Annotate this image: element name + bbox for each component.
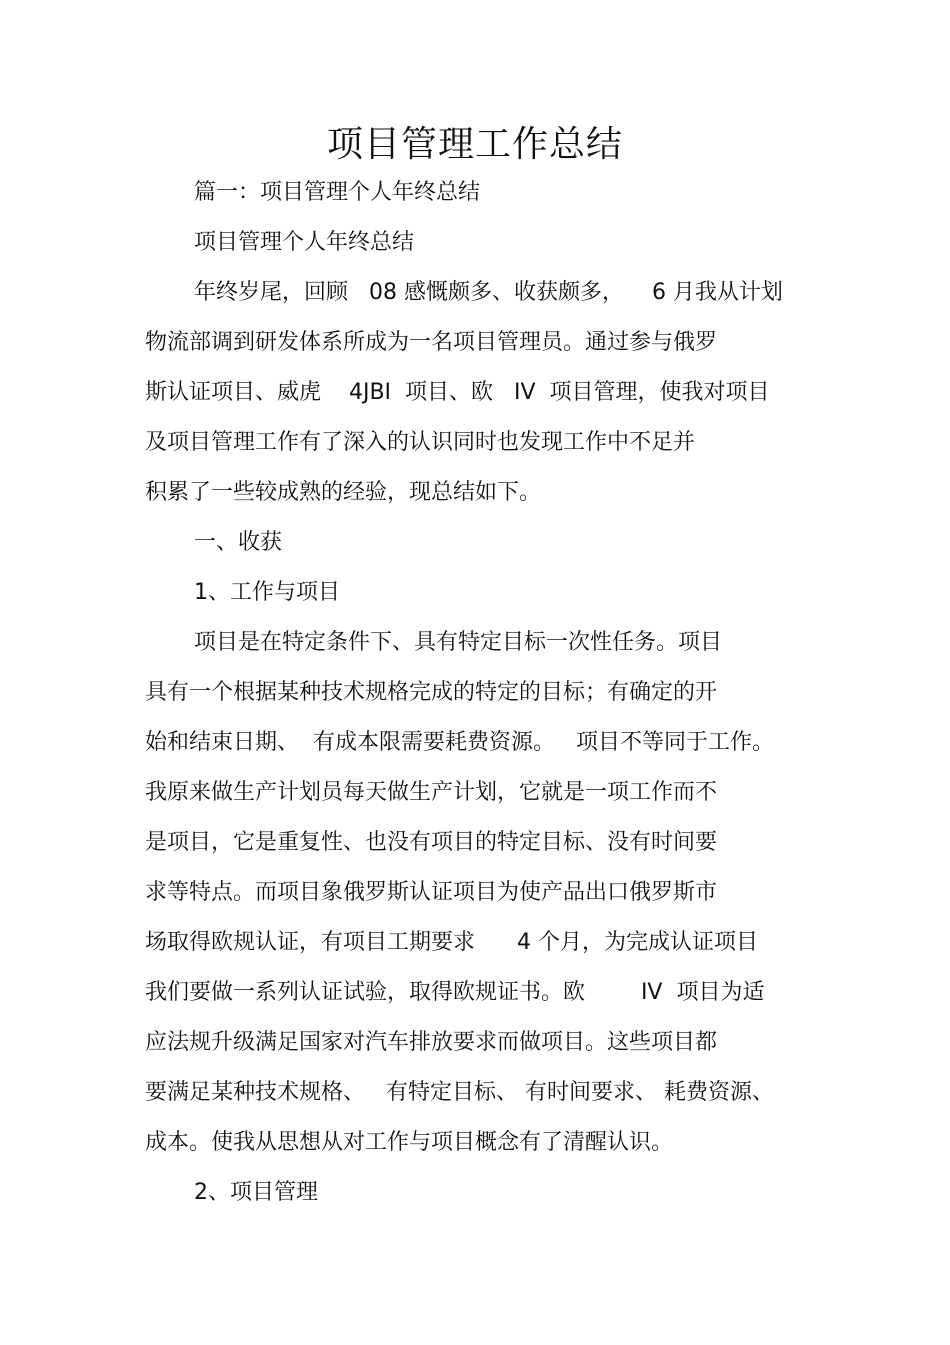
text-line: 是项目，它是重复性、也没有项目的特定目标、没有时间要 [145,830,718,855]
text-line: 项目是在特定条件下、具有特定目标一次性任务。项目 [194,630,723,655]
text-line: 及项目管理工作有了深入的认识同时也发现工作中不足并 [145,430,696,455]
text-line: 年终岁尾，回顾 08 感慨颇多、收获颇多， 6 月我从计划 [194,280,783,305]
text-line: 物流部调到研发体系所成为一名项目管理员。通过参与俄罗 [145,330,718,355]
text-line: 成本。使我从思想从对工作与项目概念有了清醒认识。 [145,1130,674,1155]
subsection-heading: 2、项目管理 [194,1180,318,1205]
text-line: 应法规升级满足国家对汽车排放要求而做项目。这些项目都 [145,1030,718,1055]
text-line: 求等特点。而项目象俄罗斯认证项目为使产品出口俄罗斯市 [145,880,718,905]
text-line: 具有一个根据某种技术规格完成的特定的目标；有确定的开 [145,680,718,705]
text-line: 场取得欧规认证，有项目工期要求 4 个月，为完成认证项目 [145,930,758,955]
text-line: 始和结束日期、 有成本限需要耗费资源。 项目不等同于工作。 [145,730,774,755]
text-line: 积累了一些较成熟的经验，现总结如下。 [145,480,542,505]
text-line: 要满足某种技术规格、 有特定目标、 有时间要求、 耗费资源、 [145,1080,774,1105]
text-line: 我原来做生产计划员每天做生产计划，它就是一项工作而不 [145,780,718,805]
subsection-heading: 1、工作与项目 [194,580,340,605]
document-title: 项目管理工作总结 [326,124,623,165]
text-line-heading: 项目管理个人年终总结 [194,230,415,255]
text-line: 斯认证项目、威虎 4JBI 项目、欧 IV 项目管理，使我对项目 [145,380,770,405]
section-heading: 一、收获 [194,530,283,555]
text-line: 我们要做一系列认证试验，取得欧规证书。欧 IV 项目为适 [145,980,765,1005]
text-line-subtitle: 篇一：项目管理个人年终总结 [194,180,481,205]
